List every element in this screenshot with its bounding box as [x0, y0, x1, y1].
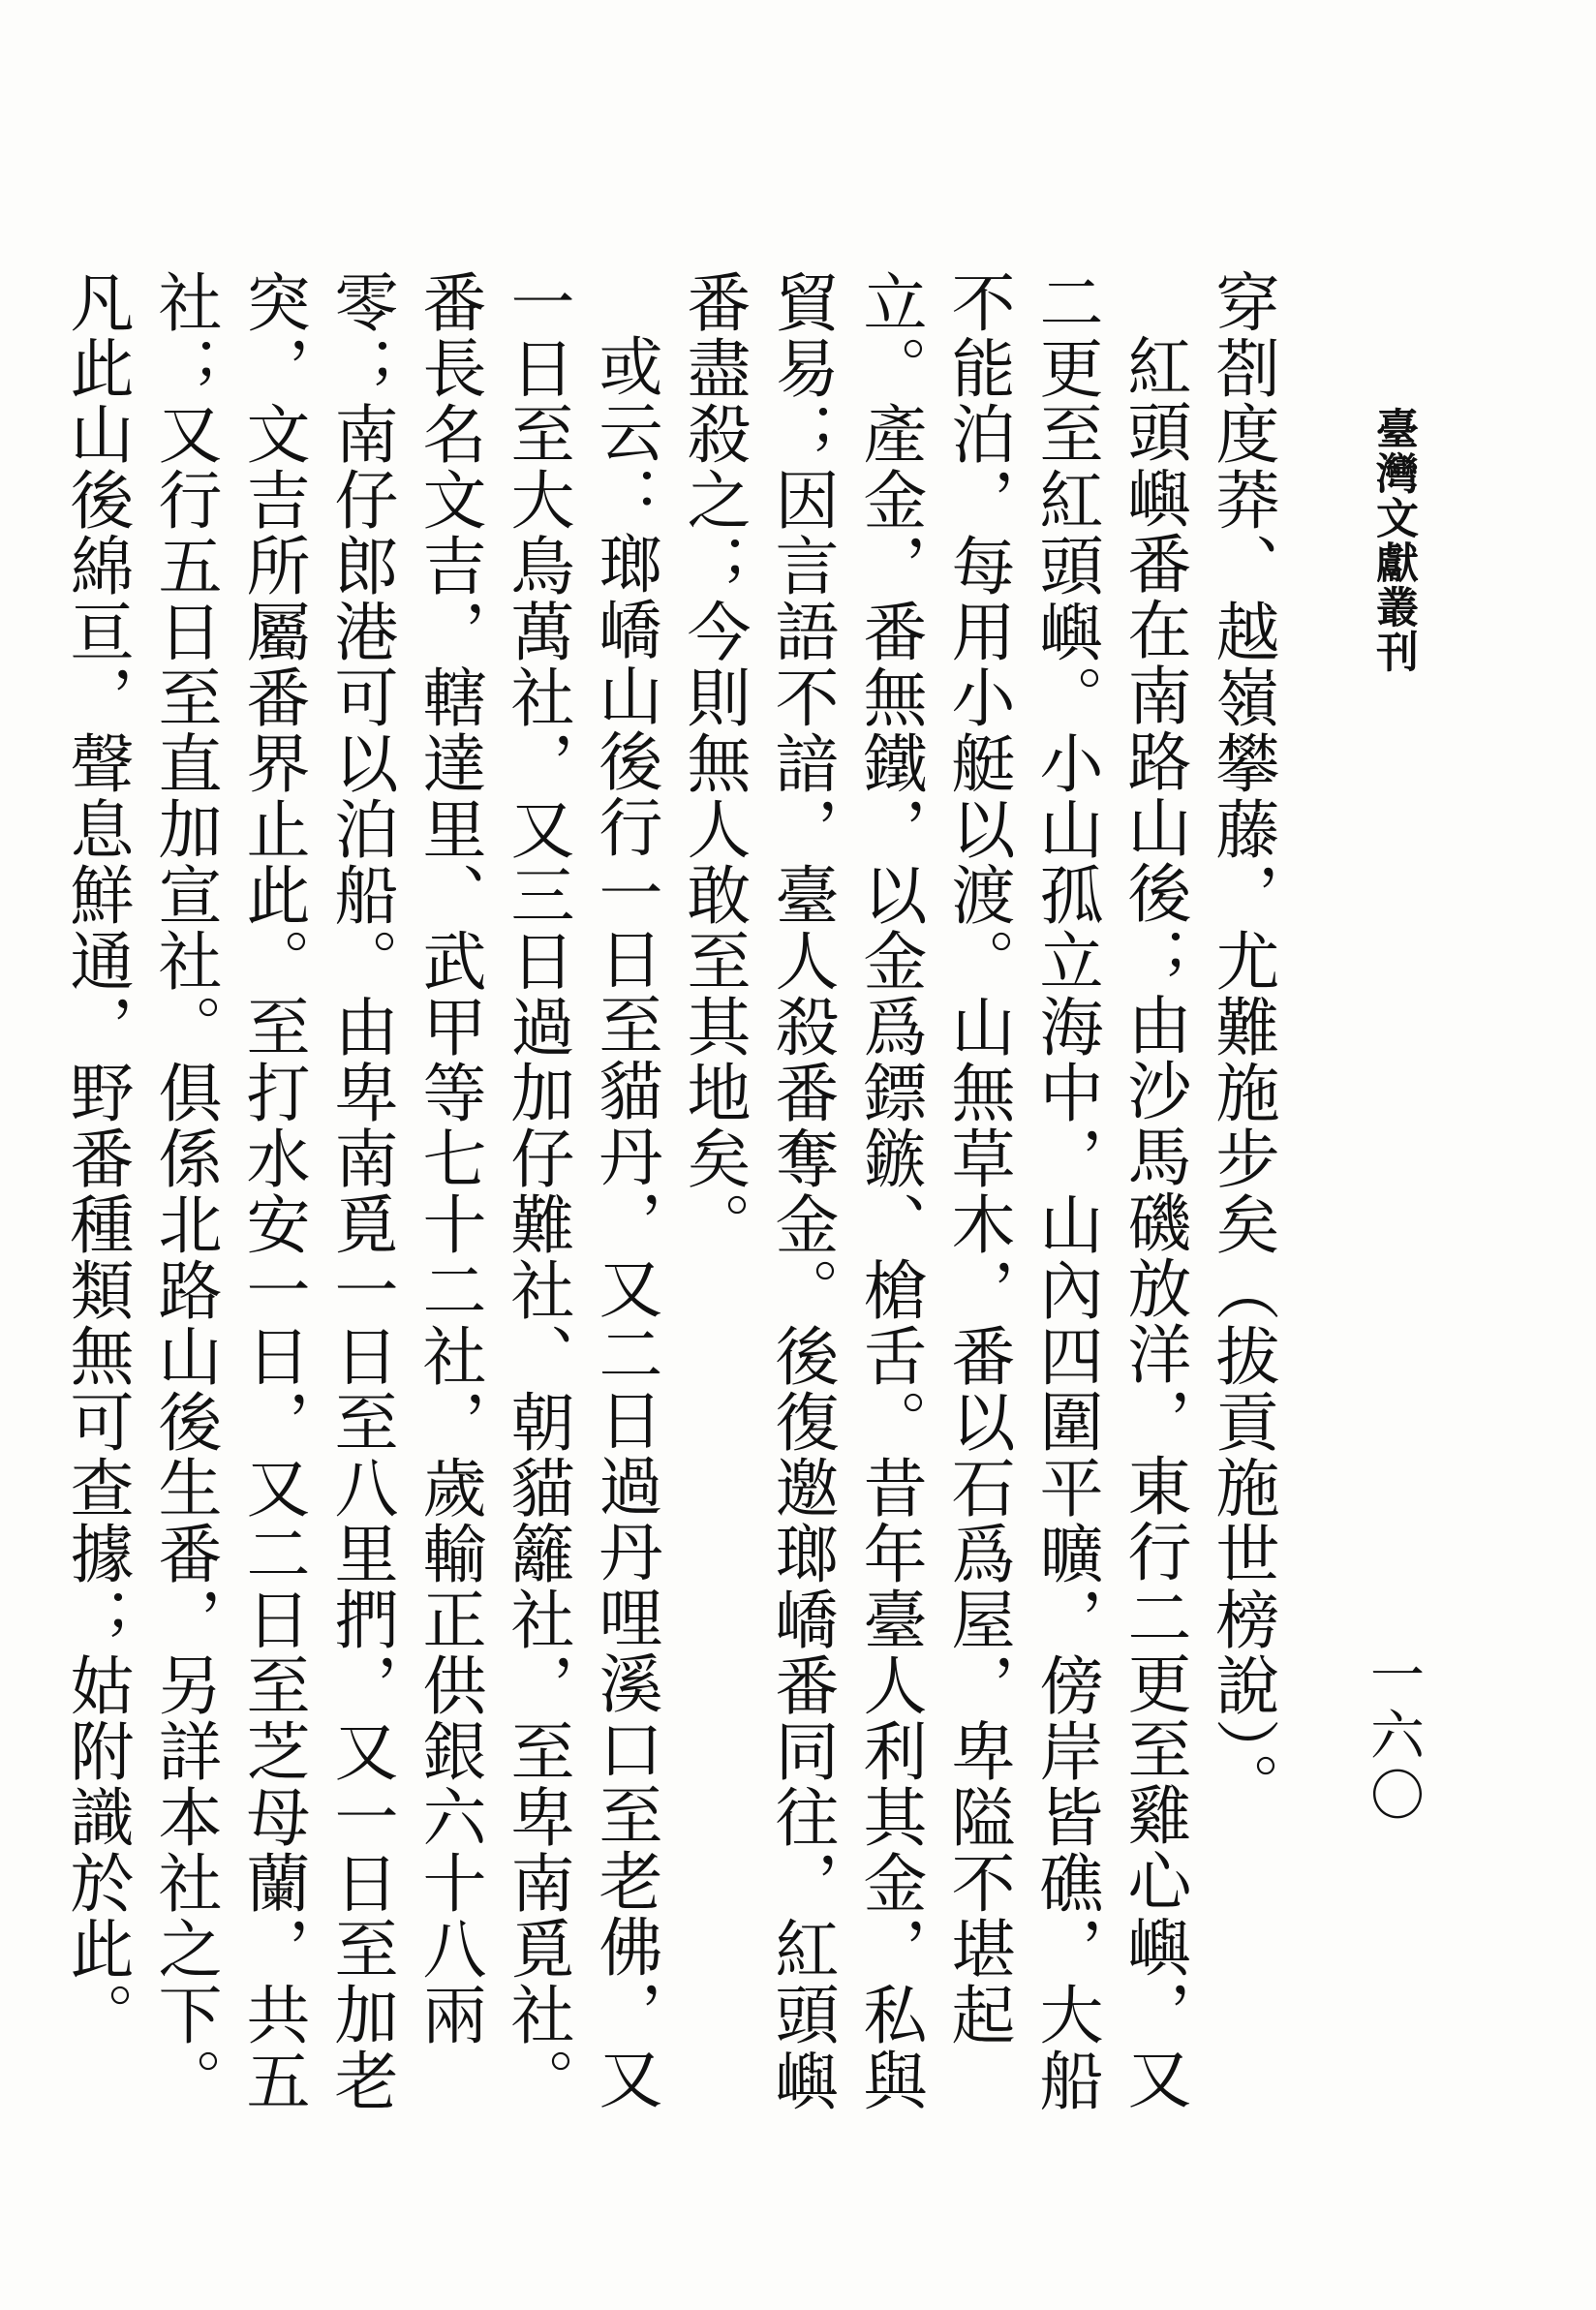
body-text: [59, 269, 1286, 2129]
series-title: 臺灣文獻叢刊: [1368, 407, 1418, 674]
paragraph-1: 穿剳度莽、越嶺攀藤，尤難施步矣（拔貢施世榜說）。: [1205, 269, 1279, 1818]
paragraph-2: 紅頭嶼番在南路山後；由沙馬磯放洋，東行二更至雞心嶼，又二更至紅頭嶼。小山孤立海中，山內四圍平曠，傍岸皆礁，大船不能泊，每用小艇以渡。山無草木，番以石爲屋，卑隘不堪起立。產金，番無鐵，以金爲鏢鏃、槍舌。昔年臺人利其金，私與貿易；因言語不諳，臺人殺番奪金。後復邀瑯嶠番同往，紅頭嶼番盡殺之；今則無人敢至其地矣。: [676, 269, 1191, 2113]
page-number: 一六〇: [1362, 1647, 1425, 1827]
paragraph-3: 或云：瑯嶠山後行一日至貓丹，又二日過丹哩溪口至老佛，又一日至大鳥萬社，又三日過加仔難社、朝貓籬社，至卑南覓社。番長名文吉，轄達里、武甲等七十二社，歲輸正供銀六十八兩零；南仔郎港可以泊船。由卑南覓一日至八里捫，又一日至加老突，文吉所屬番界止此。至打水安一日，又二日至芝母蘭，共五社；又行五日至直加宣社。俱係北路山後生番，另詳本社之下。凡此山後綿亘，聲息鮮通，野番種類無可查據；姑附識於此。: [59, 269, 662, 2113]
